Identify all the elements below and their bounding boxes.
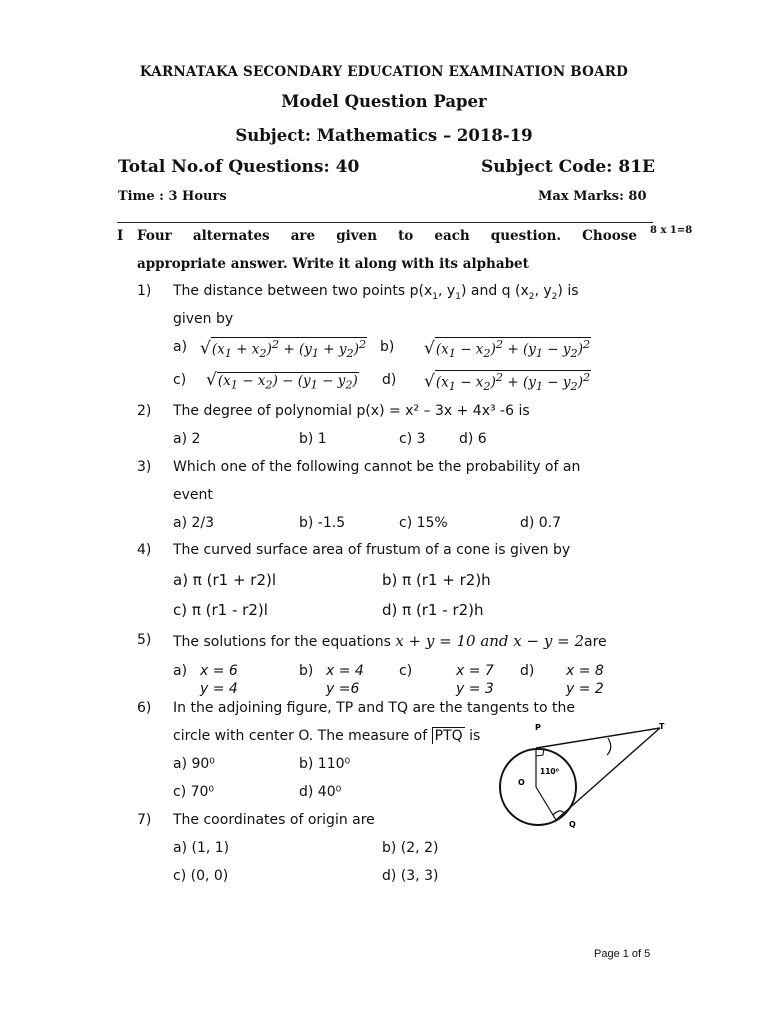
q3-text-line1: Which one of the following cannot be the probability of an <box>173 459 581 475</box>
q7-option-b: b) (2, 2) <box>382 840 439 856</box>
q4-option-c: c) π (r1 - r2)l <box>173 601 268 619</box>
q2-option-b: b) 1 <box>299 431 327 447</box>
q1-option-c-label: c) <box>173 372 187 388</box>
q1-number: 1) <box>137 283 152 299</box>
max-marks: Max Marks: 80 <box>538 189 647 204</box>
q6-line2-start: circle with center O. The measure of <box>173 728 432 744</box>
q5-text <box>173 632 607 650</box>
instruction-word: are <box>290 228 316 244</box>
q2-text: The degree of polynomial p(x) = x² – 3x + 4x³ -6 is <box>173 403 530 419</box>
q6-text-line1: In the adjoining figure, TP and TQ are the tangents to the <box>173 700 576 716</box>
q5-option-d-label: d) <box>520 663 535 679</box>
q6-angle-ptq: PTQ <box>432 727 465 744</box>
board-name: KARNATAKA SECONDARY EDUCATION EXAMINATION BOARD <box>139 64 629 80</box>
q2-option-d: d) 6 <box>459 431 487 447</box>
q6-option-d: d) 40⁰ <box>299 784 342 800</box>
q6-text-line2 <box>173 728 480 744</box>
label-q: Q <box>569 820 576 829</box>
q4-option-a: a) π (r1 + r2)l <box>173 571 277 589</box>
q3-option-a: a) 2/3 <box>173 515 215 531</box>
subject-code: Subject Code: 81E <box>481 157 655 177</box>
section-roman: I <box>117 228 124 244</box>
q4-number: 4) <box>137 542 152 558</box>
page-number: Page 1 of 5 <box>594 948 651 960</box>
section-instruction-line2: appropriate answer. Write it along with its alphabet <box>137 256 529 272</box>
paper-title: Model Question Paper <box>281 92 487 111</box>
q5-text-start: The solutions for the equations <box>173 634 396 650</box>
q5-number: 5) <box>137 632 152 648</box>
q6-option-c: c) 70⁰ <box>173 784 215 800</box>
q5-option-c-x: x = 7 <box>456 663 494 679</box>
q5-option-c-label: c) <box>399 663 413 679</box>
q1-option-d-expr: $√(x_1 - x_2)^2 + (y_1 - y_2)^2$ <box>424 371 591 394</box>
q7-option-a: a) (1, 1) <box>173 840 230 856</box>
q5-option-b-label: b) <box>299 663 314 679</box>
label-o: O <box>518 778 525 787</box>
q6-tangent-figure <box>488 712 688 842</box>
q1-option-d-label: d) <box>382 372 397 388</box>
section-marks: 8 x 1=8 <box>650 225 693 236</box>
q1-option-b-expr: $√(x_1 - x_2)^2 + (y_1 - y_2)^2$ <box>424 338 591 361</box>
q3-option-c: c) 15% <box>399 515 448 531</box>
q5-option-a-x: x = 6 <box>200 663 238 679</box>
angle-arc-t <box>607 738 611 755</box>
q6-option-a: a) 90⁰ <box>173 756 215 772</box>
radius-oq <box>536 787 556 820</box>
q4-text: The curved surface area of frustum of a cone is given by <box>173 542 571 558</box>
q1-text-line1: The distance between two points $p(x_1$, $y_1$) and q ($x_2$, $y_2$) is <box>173 283 579 302</box>
q5-option-c-y: y = 3 <box>456 681 494 697</box>
q3-option-d: d) 0.7 <box>520 515 562 531</box>
instruction-word: Four <box>137 228 172 244</box>
section-instruction-line1 <box>137 228 637 244</box>
q4-option-d: d) π (r1 - r2)h <box>382 601 484 619</box>
q7-option-d: d) (3, 3) <box>382 868 439 884</box>
instruction-word: question. <box>490 228 562 244</box>
q6-number: 6) <box>137 700 152 716</box>
q3-text-line2: event <box>173 487 213 503</box>
q5-option-b-x: x = 4 <box>326 663 364 679</box>
q4-option-b: b) π (r1 + r2)h <box>382 571 491 589</box>
circle-shape <box>500 749 576 825</box>
q1-text-line2: given by <box>173 311 234 327</box>
q6-option-b: b) 110⁰ <box>299 756 351 772</box>
q5-option-a-label: a) <box>173 663 188 679</box>
q5-equation-2: x − y = 2 <box>513 632 584 650</box>
label-angle: 110⁰ <box>540 767 559 776</box>
q7-option-c: c) (0, 0) <box>173 868 229 884</box>
q1-option-c-expr: $√(x_1 - x_2) - (y_1 - y_2)$ <box>206 370 358 392</box>
time-allowed: Time : 3 Hours <box>118 189 227 204</box>
label-t: T <box>659 722 665 731</box>
q1-option-b-label: b) <box>380 339 395 355</box>
q2-option-c: c) 3 <box>399 431 426 447</box>
q5-and: and <box>475 632 514 650</box>
header-divider <box>117 222 653 223</box>
subject-line: Subject: Mathematics – 2018-19 <box>235 126 533 145</box>
instruction-word: alternates <box>192 228 270 244</box>
q5-equation-1: x + y = 10 <box>395 632 476 650</box>
q1-option-a-label: a) <box>173 339 188 355</box>
q1-option-a-expr: $√(x_1 + x_2)^2 + (y_1 + y_2)^2$ <box>200 338 367 361</box>
instruction-word: given <box>336 228 378 244</box>
q2-option-a: a) 2 <box>173 431 201 447</box>
label-p: P <box>535 723 541 732</box>
q6-line2-end: is <box>464 728 481 744</box>
q2-number: 2) <box>137 403 152 419</box>
q5-text-end: are <box>583 634 607 650</box>
q3-number: 3) <box>137 459 152 475</box>
q3-option-b: b) -1.5 <box>299 515 346 531</box>
q5-option-b-y: y =6 <box>326 681 360 697</box>
total-questions: Total No.of Questions: 40 <box>118 157 360 177</box>
q5-option-d-y: y = 2 <box>566 681 604 697</box>
instruction-word: to <box>398 228 414 244</box>
q7-number: 7) <box>137 812 152 828</box>
q7-text: The coordinates of origin are <box>173 812 375 828</box>
instruction-word: Choose <box>582 228 637 244</box>
q5-option-a-y: y = 4 <box>200 681 238 697</box>
q5-option-d-x: x = 8 <box>566 663 604 679</box>
instruction-word: each <box>434 228 470 244</box>
